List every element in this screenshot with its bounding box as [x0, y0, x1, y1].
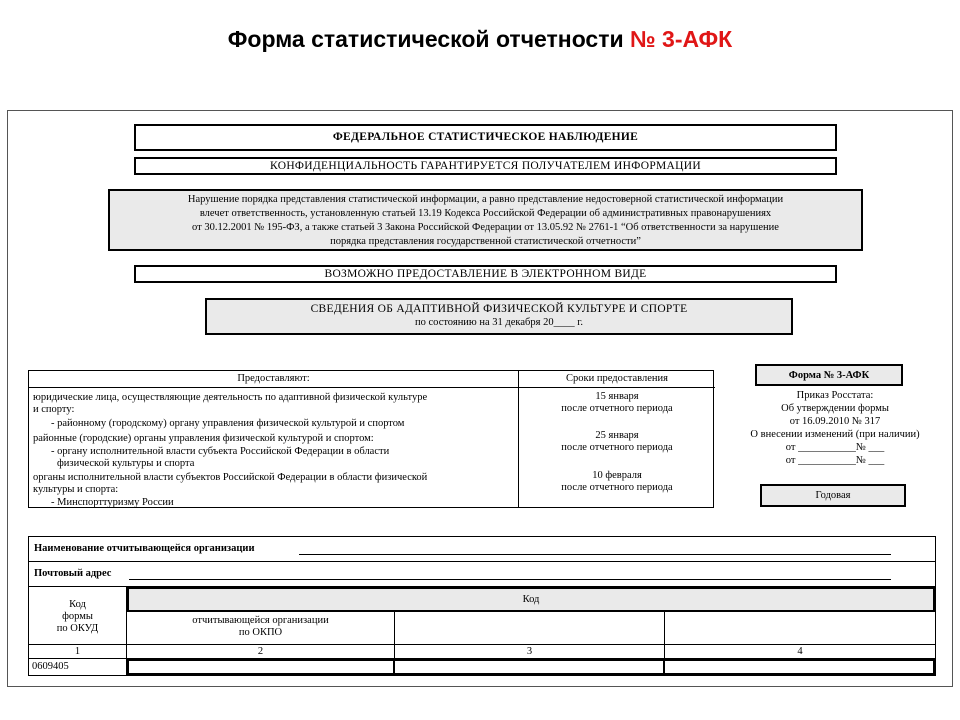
col-number: 1 — [29, 645, 127, 659]
warning-line: от 30.12.2001 № 195-ФЗ, а также статьей 3 Закона Российской Федерации от 13.05.92 № 2761-1 “Об ответственности за нарушение — [192, 222, 779, 233]
warning-line: Нарушение порядка представления статистической информации, а равно представление недостоверной статистической информации — [187, 194, 784, 205]
confidential-banner: КОНФИДЕНЦИАЛЬНОСТЬ ГАРАНТИРУЕТСЯ ПОЛУЧАТЕЛЕМ ИНФОРМАЦИИ — [134, 157, 837, 175]
col-when-header: Сроки предоставления — [519, 371, 715, 388]
okpo-header: отчитывающейся организации по ОКПО — [127, 612, 395, 645]
okpo-value-field[interactable] — [127, 659, 395, 675]
deadline-note: после отчетного периода — [561, 403, 673, 414]
address-label: Почтовый адрес — [34, 568, 112, 579]
code-col-4-header — [665, 612, 935, 645]
address-field[interactable] — [129, 579, 891, 580]
deadline-date: 10 февраля — [592, 470, 642, 481]
code-col-4-field[interactable] — [665, 659, 935, 675]
period-box: Годовая — [760, 484, 906, 507]
order-line: Об утверждении формы — [781, 403, 889, 414]
federal-banner: ФЕДЕРАЛЬНОЕ СТАТИСТИЧЕСКОЕ НАБЛЮДЕНИЕ — [134, 124, 837, 151]
org-name-field[interactable] — [299, 554, 891, 555]
order-line: Приказ Росстата: — [796, 390, 874, 401]
code-col-3-field[interactable] — [395, 659, 665, 675]
provider-line: - районному (городскому) органу управления физической культурой и спортом — [51, 418, 405, 429]
report-title: СВЕДЕНИЯ ОБ АДАПТИВНОЙ ФИЗИЧЕСКОЙ КУЛЬТУРЕ И СПОРТЕ — [310, 303, 688, 315]
organization-table — [28, 536, 936, 676]
order-line: от ___________№ ___ — [785, 455, 885, 466]
provider-line: - Минспорттуризму России — [51, 497, 174, 508]
col-number: 3 — [395, 645, 665, 659]
deadline-date: 15 января — [595, 391, 639, 402]
deadline-note: после отчетного периода — [561, 482, 673, 493]
order-line: от 16.09.2010 № 317 — [789, 416, 881, 427]
deadline-date: 25 января — [595, 430, 639, 441]
code-header: Код — [127, 587, 935, 612]
report-title-box — [205, 298, 793, 335]
deadline-note: после отчетного периода — [561, 442, 673, 453]
order-info — [728, 389, 942, 467]
org-name-label: Наименование отчитывающейся организации — [34, 543, 255, 554]
col-number: 4 — [665, 645, 935, 659]
provider-line: юридические лица, осуществляющие деятельность по адаптивной физической культуре — [33, 392, 428, 403]
okud-header: Код формы по ОКУД — [29, 587, 127, 645]
provider-line: культуры и спорта: — [33, 484, 119, 495]
form-label-box: Форма № 3-АФК — [755, 364, 903, 386]
provider-line: и спорту: — [33, 404, 75, 415]
code-col-3-header — [395, 612, 665, 645]
legal-warning — [108, 189, 863, 251]
provider-line: органы исполнительной власти субъектов Российской Федерации в области физической — [33, 472, 428, 483]
order-line: О внесении изменений (при наличии) — [750, 429, 920, 440]
order-line: от ___________№ ___ — [785, 442, 885, 453]
providers-table — [28, 370, 714, 508]
provider-line: физической культуры и спорта — [57, 458, 195, 469]
warning-line: порядка представления государственной статистической отчетности” — [330, 236, 641, 247]
electronic-banner: ВОЗМОЖНО ПРЕДОСТАВЛЕНИЕ В ЭЛЕКТРОННОМ ВИДЕ — [134, 265, 837, 283]
col-number: 2 — [127, 645, 395, 659]
report-date: по состоянию на 31 декабря 20____ г. — [415, 317, 583, 328]
provider-line: - органу исполнительной власти субъекта Российской Федерации в области — [51, 446, 390, 457]
address-row — [29, 562, 935, 587]
title-form-number: № 3-АФК — [630, 26, 733, 52]
col-who-header: Предоставляют: — [29, 371, 519, 388]
okud-value: 0609405 — [29, 659, 127, 675]
title-prefix: Форма статистической отчетности — [227, 26, 631, 52]
provider-line: районные (городские) органы управления физической культурой и спортом: — [33, 433, 374, 444]
org-name-row — [29, 537, 935, 562]
warning-line: влечет ответственность, установленную статьей 13.19 Кодекса Российской Федерации об административных правонарушениях — [199, 208, 772, 219]
page-title — [0, 26, 960, 53]
